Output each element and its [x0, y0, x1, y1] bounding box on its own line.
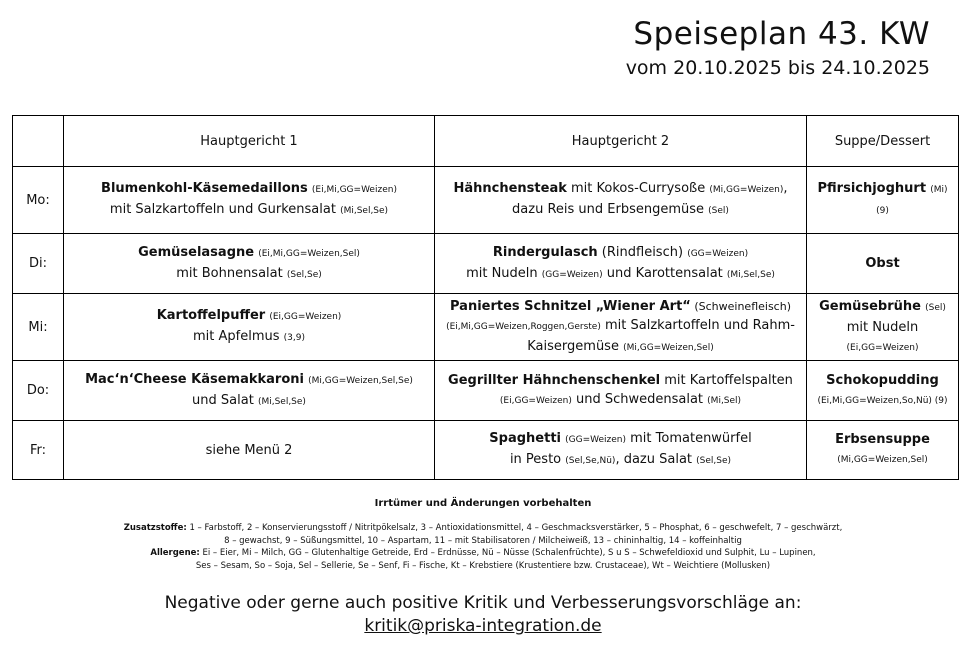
side-dish: mit Nudeln: [846, 319, 919, 335]
suppe-dessert-cell: [807, 294, 959, 361]
dish-text: (Schweinefleisch): [690, 299, 791, 313]
dish-name: Gemüsebrühe: [819, 298, 921, 314]
allergen-note: (Mi,GG=Weizen,Sel): [837, 455, 928, 465]
allergen-note: (Ei,Mi,GG=Weizen,So,Nü) (9): [817, 395, 948, 406]
day-label: Do:: [13, 361, 64, 421]
hauptgericht-2-cell: [435, 167, 807, 234]
table-row-fr: [13, 421, 959, 480]
dish-name: Pfirsichjoghurt: [817, 181, 927, 196]
corner-cell: [13, 116, 64, 167]
suppe-dessert-cell: [807, 167, 959, 234]
allergen-note: (Mi,Sel,Se): [257, 396, 306, 407]
dish-name: Blumenkohl-Käsemedaillons: [101, 181, 308, 196]
allergen-note: (Ei,Mi,GG=Weizen,Roggen,Gerste): [446, 321, 601, 332]
dish-name: Schokopudding: [826, 372, 939, 388]
allergen-note: (Sel,Se): [696, 456, 732, 466]
hauptgericht-1-cell: [64, 361, 435, 421]
day-label: Mo:: [13, 167, 64, 234]
dish-name: Obst: [865, 256, 900, 271]
dish-name: Erbsensuppe: [835, 432, 930, 447]
suppe-dessert-cell: [807, 421, 959, 480]
side-dish: dazu Reis und Erbsengemüse: [512, 202, 709, 217]
dish-text: (Rindfleisch): [597, 244, 688, 260]
dish-name: Kartoffelpuffer: [156, 308, 266, 323]
allergen-note: (Mi) (9): [876, 185, 948, 216]
feedback-text: Negative oder gerne auch positive Kritik und Verbesserungsvorschläge an:: [164, 593, 802, 613]
additives-line: [0, 522, 966, 535]
side-dish: mit Salzkartoffeln und Gurkensalat: [109, 202, 336, 217]
suppe-dessert-cell: [807, 234, 959, 294]
table-row-mi: [13, 294, 959, 361]
feedback-email-link[interactable]: kritik@priska-integration.de: [364, 616, 602, 636]
allergen-note: (Mi,Sel,Se): [726, 269, 775, 280]
allergen-note: (GG=Weizen): [565, 435, 627, 445]
hauptgericht-1-cell: [64, 167, 435, 234]
day-label: Fr:: [13, 421, 64, 480]
allergen-note: (Mi,GG=Weizen): [709, 185, 784, 195]
side-dish: mit Nudeln: [466, 265, 542, 281]
allergens-line: [0, 547, 966, 560]
side-dish: mit Salzkartoffeln und Rahm-: [600, 317, 795, 333]
allergen-note: (Sel): [708, 206, 729, 216]
allergen-note: (Sel,Se): [286, 269, 322, 280]
allergen-note: (Sel,Se,Nü): [565, 456, 616, 466]
allergen-note: (Mi,Sel): [707, 395, 742, 406]
allergen-note: (Sel): [925, 302, 946, 313]
column-header-suppe-dessert: Suppe/Dessert: [807, 116, 959, 167]
dish-name: Rindergulasch: [492, 244, 598, 260]
feedback-section: [0, 592, 966, 638]
dish-name: Gemüselasagne: [138, 244, 255, 260]
additives-allergens-legend: [0, 522, 966, 572]
dish-text: siehe Menü 2: [205, 442, 293, 458]
page-header: [626, 14, 930, 82]
additives-text: 1 – Farbstoff, 2 – Konservierungsstoff / Nitritpökelsalz, 3 – Antioxidationsmittel, 4 – Geschmacksverstärker, 5 – Phosphat, 6 – geschwefelt, 7 – geschwärzt,: [186, 523, 843, 533]
side-dish: Kaisergemüse: [527, 338, 624, 354]
side-dish: , dazu Salat: [615, 452, 697, 467]
allergen-note: (GG=Weizen): [687, 248, 749, 259]
allergens-label: Allergene:: [150, 548, 200, 558]
allergen-note: (Ei,Mi,GG=Weizen): [311, 185, 397, 195]
allergen-note: (Ei,GG=Weizen): [846, 342, 919, 353]
additives-line-2: 8 – gewachst, 9 – Süßungsmittel, 10 – Aspartam, 11 – mit Stabilisatoren / Milcheiweiß, 13 – chininhaltig, 14 – koffeinhaltig: [224, 535, 742, 546]
dish-name: Gegrillter Hähnchenschenkel: [448, 372, 661, 388]
dish-name: Spaghetti: [489, 431, 561, 446]
table-row-mo: [13, 167, 959, 234]
dish-text: mit Tomatenwürfel: [626, 431, 752, 446]
table-row-di: [13, 234, 959, 294]
menu-table: [12, 115, 959, 480]
disclaimer: Irrtümer und Änderungen vorbehalten: [374, 498, 592, 509]
suppe-dessert-cell: [807, 361, 959, 421]
day-label: Di:: [13, 234, 64, 294]
hauptgericht-1-cell: [64, 294, 435, 361]
hauptgericht-2-cell: [435, 234, 807, 294]
dish-name: Paniertes Schnitzel „Wiener Art“: [450, 298, 691, 314]
allergen-note: (Mi,Sel,Se): [340, 206, 389, 216]
dish-text: mit Kartoffelspalten: [660, 372, 793, 388]
allergens-line-2: Ses – Sesam, So – Soja, Sel – Sellerie, Se – Senf, Fi – Fische, Kt – Krebstiere (Krustentiere bzw. Crustaceae), Wt – Weichtiere (Mollusken): [195, 560, 771, 571]
page-title: Speiseplan 43. KW: [633, 16, 930, 52]
allergen-note: (Ei,Mi,GG=Weizen,Sel): [258, 248, 360, 259]
allergen-note: (GG=Weizen): [541, 269, 603, 280]
allergens-text: Ei – Eier, Mi – Milch, GG – Glutenhaltige Getreide, Erd – Erdnüsse, Nü – Nüsse (Schalenfrüchte), S u S – Schwefeldioxid und Sulphit, Lu – Lupinen,: [199, 548, 816, 558]
allergen-note: (Ei,GG=Weizen): [499, 395, 572, 406]
side-dish: mit Apfelmus: [193, 329, 280, 344]
side-dish: mit Bohnensalat: [176, 265, 283, 281]
side-dish: und Schwedensalat: [571, 391, 708, 407]
header-row: [13, 116, 959, 167]
additives-label: Zusatzstoffe:: [123, 523, 187, 533]
dish-name: Mac‘n‘Cheese Käsemakkaroni: [85, 371, 304, 387]
allergen-note: (3,9): [283, 333, 305, 343]
side-dish: und Salat: [192, 392, 254, 408]
hauptgericht-2-cell: [435, 294, 807, 361]
hauptgericht-2-cell: [435, 361, 807, 421]
dish-name: Hähnchensteak: [453, 181, 567, 196]
hauptgericht-2-cell: [435, 421, 807, 480]
allergen-note: (Ei,GG=Weizen): [269, 312, 342, 322]
column-header-hauptgericht-1: Hauptgericht 1: [64, 116, 435, 167]
table-row-do: [13, 361, 959, 421]
side-dish: und Karottensalat: [602, 265, 727, 281]
column-header-hauptgericht-2: Hauptgericht 2: [435, 116, 807, 167]
dish-text: mit Kokos-Currysoße: [566, 181, 710, 196]
dish-text: ,: [783, 181, 788, 196]
hauptgericht-1-cell: [64, 234, 435, 294]
date-range: vom 20.10.2025 bis 24.10.2025: [625, 57, 930, 79]
hauptgericht-1-cell: [64, 421, 435, 480]
day-label: Mi:: [13, 294, 64, 361]
allergen-note: (Mi,GG=Weizen,Sel): [623, 342, 714, 353]
allergen-note: (Mi,GG=Weizen,Sel,Se): [308, 375, 413, 386]
side-dish: in Pesto: [509, 452, 566, 467]
